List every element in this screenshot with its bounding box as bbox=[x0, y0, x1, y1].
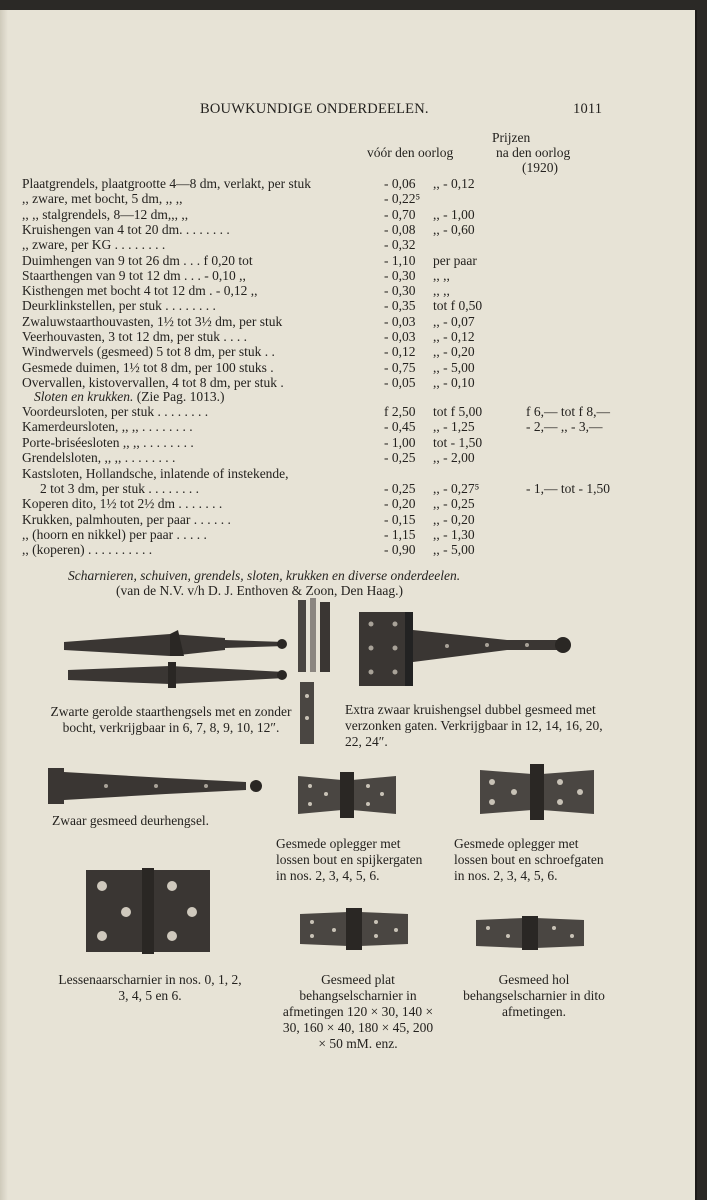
book-page bbox=[0, 10, 697, 1200]
price-before-war: - 0,30 bbox=[384, 267, 416, 283]
price-row bbox=[22, 268, 642, 283]
item-description: Overvallen, kistovervallen, 4 tot 8 dm, per stuk . bbox=[22, 374, 284, 390]
price-after-war: ,, - 0,27⁵ bbox=[433, 481, 480, 496]
price-before-war: - 1,00 bbox=[384, 434, 416, 450]
kastsloten-line: Kastsloten, Hollandsche, inlatende of instekende, bbox=[22, 466, 289, 481]
before-war-heading: vóór den oorlog bbox=[367, 145, 454, 160]
price-after-war: tot - 1,50 bbox=[433, 434, 483, 450]
running-header: BOUWKUNDIGE ONDERDEELEN. bbox=[200, 101, 429, 117]
price-row bbox=[22, 496, 642, 511]
price-before-war: - 0,45 bbox=[384, 419, 416, 435]
price-row bbox=[22, 222, 642, 237]
prices-heading: Prijzen bbox=[492, 130, 531, 145]
item-description: ,, zware, per KG . . . . . . . . bbox=[22, 237, 166, 253]
price-after-war: ,, - 0,60 bbox=[433, 221, 475, 237]
price-before-war: - 1,10 bbox=[384, 252, 416, 268]
price-before-war: - 1,15 bbox=[384, 526, 416, 542]
item-description: Deurklinkstellen, per stuk . . . . . . . . bbox=[22, 298, 216, 314]
kruishengsel-illustration bbox=[357, 610, 577, 688]
price-row bbox=[22, 542, 642, 557]
price-before-war: - 0,25 bbox=[384, 449, 416, 465]
price-row bbox=[22, 344, 642, 359]
after-war-heading: na den oorlog bbox=[496, 145, 571, 160]
price-before-war: - 0,35 bbox=[384, 298, 416, 314]
page-number: 1011 bbox=[573, 101, 603, 117]
price-after-war: ,, - 5,00 bbox=[433, 542, 475, 558]
item-description: Staarthengen van 9 tot 12 dm . . . - 0,10 ,, bbox=[22, 267, 246, 283]
item-description: Zwaluwstaarthouvasten, 1½ tot 3½ dm, per stuk bbox=[22, 313, 283, 329]
price-row bbox=[22, 512, 642, 527]
item-description: Plaatgrendels, plaatgrootte 4—8 dm, verlakt, per stuk bbox=[22, 176, 312, 191]
price-after-war: ,, - 1,00 bbox=[433, 206, 475, 222]
price-after-war: ,, - 0,20 bbox=[433, 344, 475, 360]
item-description: Kamerdeursloten, ,, ,, . . . . . . . . bbox=[22, 419, 193, 435]
price-row bbox=[22, 360, 642, 375]
price-after-war: ,, - 5,00 bbox=[433, 359, 475, 375]
plat-scharnier-illustration bbox=[298, 908, 410, 950]
caption-kruishengsel: Extra zwaar kruishengsel dubbel gesmeed met verzonken gaten. Verkrijgbaar in 12, 14, 16, 20, 22, 24″. bbox=[345, 702, 603, 749]
item-description: Windwervels (gesmeed) 5 tot 8 dm, per stuk . . bbox=[22, 344, 275, 360]
item-description: 2 tot 3 dm, per stuk . . . . . . . . bbox=[40, 481, 199, 496]
price-row bbox=[22, 237, 642, 252]
price-row bbox=[22, 481, 642, 496]
price-after-war: ,, ,, bbox=[433, 267, 450, 283]
price-row bbox=[22, 450, 642, 465]
price-before-war: - 0,70 bbox=[384, 206, 416, 222]
deurhengsel-illustration bbox=[46, 764, 266, 808]
year-heading: (1920) bbox=[522, 160, 558, 175]
price-after-war: ,, - 0,12 bbox=[433, 329, 475, 344]
price-row bbox=[22, 253, 642, 268]
price-after-war: ,, - 1,30 bbox=[433, 526, 475, 542]
price-before-war: - 0,05 bbox=[384, 374, 416, 390]
hinge-side-views bbox=[296, 598, 336, 748]
price-row bbox=[22, 375, 642, 390]
price-row bbox=[22, 283, 642, 298]
price-row bbox=[22, 329, 642, 344]
caption-hol-scharnier: Gesmeed hol behangselscharnier in dito afmetingen. bbox=[463, 972, 605, 1019]
price-after-war: tot f 5,00 bbox=[433, 404, 483, 419]
price-row bbox=[22, 207, 642, 222]
caption-staarthengsels: Zwarte gerolde staarthengsels met en zonder bocht, verkrijgbaar in 6, 7, 8, 9, 10, 12″. bbox=[50, 704, 292, 735]
catalog-source: (van de N.V. v/h D. J. Enthoven & Zoon, Den Haag.) bbox=[116, 583, 403, 598]
price-before-war: - 0,08 bbox=[384, 221, 416, 237]
item-description: Kisthengen met bocht 4 tot 12 dm . - 0,12 ,, bbox=[22, 283, 258, 299]
caption-deurhengsel: Zwaar gesmeed deurhengsel. bbox=[52, 813, 210, 828]
price-before-war: - 0,15 bbox=[384, 511, 416, 527]
price-after-war: ,, - 0,20 bbox=[433, 511, 475, 527]
item-description: Gesmede duimen, 1½ tot 8 dm, per 100 stuks . bbox=[22, 359, 274, 375]
price-after-war: ,, - 1,25 bbox=[433, 419, 475, 435]
hol-scharnier-illustration bbox=[474, 916, 586, 950]
price-after-war: ,, - 0,25 bbox=[433, 496, 475, 512]
price-after-war: ,, - 0,12 bbox=[433, 176, 475, 191]
price-before-war: - 0,12 bbox=[384, 344, 416, 360]
price-after-war-alt: f 6,— tot f 8,— bbox=[526, 404, 610, 419]
price-before-war: - 0,90 bbox=[384, 542, 416, 558]
catalog-title: Scharnieren, schuiven, grendels, sloten, krukken en diverse onderdeelen. bbox=[68, 568, 461, 583]
price-after-war: tot f 0,50 bbox=[433, 298, 483, 314]
price-after-war: per paar bbox=[433, 252, 477, 268]
staarthengsel-straight bbox=[64, 634, 225, 656]
item-description: ,, zware, met bocht, 5 dm, ,, ,, bbox=[22, 191, 183, 207]
item-description: Voordeursloten, per stuk . . . . . . . . bbox=[22, 404, 209, 419]
price-row bbox=[22, 404, 642, 419]
price-before-war: - 0,30 bbox=[384, 283, 416, 299]
price-before-war: - 0,22⁵ bbox=[384, 191, 421, 207]
item-description: Porte-briséesloten ,, ,, . . . . . . . . bbox=[22, 434, 194, 450]
oplegger-schroef-illustration bbox=[478, 764, 596, 820]
price-after-war: ,, - 0,10 bbox=[433, 374, 475, 390]
staarthengsels-illustration bbox=[60, 626, 290, 696]
staarthengsel-bent bbox=[68, 666, 285, 684]
price-row bbox=[22, 191, 642, 206]
price-row bbox=[22, 176, 642, 191]
item-description: Duimhengen van 9 tot 26 dm . . . f 0,20 tot bbox=[22, 252, 253, 268]
price-before-war: - 0,25 bbox=[384, 481, 416, 496]
price-after-war: ,, - 2,00 bbox=[433, 449, 475, 465]
oplegger-spijker-illustration bbox=[296, 772, 398, 818]
price-row bbox=[22, 419, 642, 434]
caption-oplegger-schroef: Gesmede oplegger met lossen bout en schroefgaten in nos. 2, 3, 4, 5, 6. bbox=[454, 836, 604, 883]
price-row bbox=[22, 298, 642, 313]
price-row bbox=[22, 314, 642, 329]
item-description: Kruishengen van 4 tot 20 dm. . . . . . . . bbox=[22, 221, 230, 237]
item-description: ,, ,, stalgrendels, 8—12 dm,,, ,, bbox=[22, 206, 189, 222]
caption-oplegger-spijker: Gesmede oplegger met lossen bout en spijkergaten in nos. 2, 3, 4, 5, 6. bbox=[276, 836, 423, 883]
item-description: Koperen dito, 1½ tot 2½ dm . . . . . . . bbox=[22, 496, 223, 512]
item-description: ,, (koperen) . . . . . . . . . . bbox=[22, 542, 153, 558]
price-before-war: - 0,20 bbox=[384, 496, 416, 512]
caption-lessenaar: Lessenaarscharnier in nos. 0, 1, 2, 3, 4, 5 en 6. bbox=[58, 972, 242, 1003]
price-after-war: ,, - 0,07 bbox=[433, 313, 475, 329]
section-title bbox=[34, 389, 224, 404]
price-after-war-alt: - 1,— tot - 1,50 bbox=[526, 481, 610, 496]
item-description: Grendelsloten, ,, ,, . . . . . . . . bbox=[22, 449, 176, 465]
caption-plat-scharnier: Gesmeed plat behangselscharnier in afmetingen 120 × 30, 140 × 30, 160 × 40, 180 × 45, 200 × 50 mM. enz. bbox=[282, 972, 434, 1051]
section-title-text: Sloten en krukken. bbox=[34, 389, 134, 404]
price-after-war: ,, ,, bbox=[433, 283, 450, 299]
price-before-war: f 2,50 bbox=[384, 404, 416, 419]
item-description: Veerhouvasten, 3 tot 12 dm, per stuk . . . . bbox=[22, 329, 247, 344]
item-description: ,, (hoorn en nikkel) per paar . . . . . bbox=[22, 526, 207, 542]
price-before-war: - 0,75 bbox=[384, 359, 416, 375]
lessenaarscharnier-illustration bbox=[84, 868, 214, 954]
price-after-war-alt: - 2,— ,, - 3,— bbox=[526, 419, 603, 435]
price-before-war: - 0,03 bbox=[384, 329, 416, 344]
item-description: Krukken, palmhouten, per paar . . . . . . bbox=[22, 511, 231, 527]
page-gutter-shadow bbox=[0, 10, 8, 1200]
section-reference: (Zie Pag. 1013.) bbox=[136, 389, 225, 404]
price-before-war: - 0,32 bbox=[384, 237, 416, 253]
price-before-war: - 0,03 bbox=[384, 313, 416, 329]
price-before-war: - 0,06 bbox=[384, 176, 416, 191]
price-row bbox=[22, 435, 642, 450]
price-row bbox=[22, 527, 642, 542]
